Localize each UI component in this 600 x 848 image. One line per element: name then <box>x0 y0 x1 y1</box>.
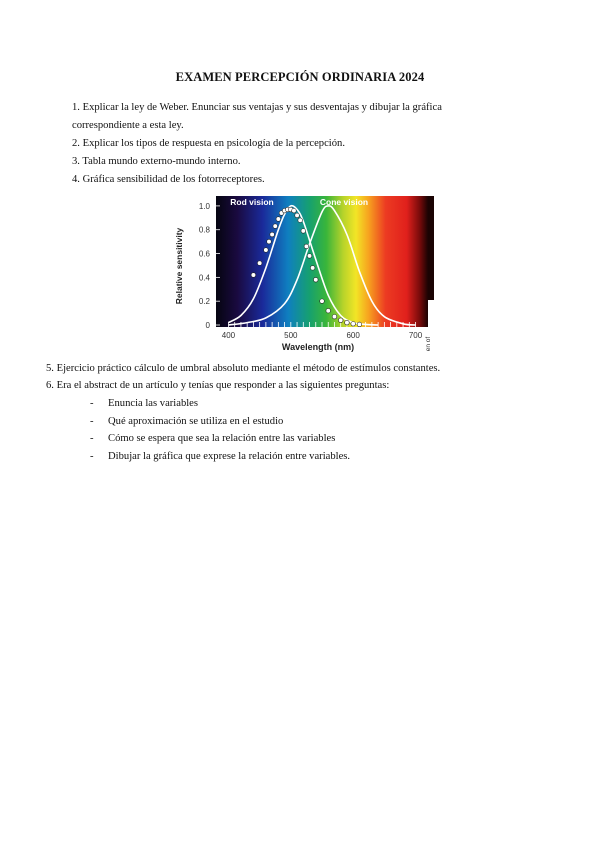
data-point <box>351 322 356 327</box>
question-1-continued: correspondiente a esta ley. <box>72 120 184 131</box>
question-3: 3. Tabla mundo externo-mundo interno. <box>72 156 241 167</box>
x-tick-label: 700 <box>408 331 423 340</box>
x-tick-label: 400 <box>221 331 236 340</box>
data-point <box>345 320 350 325</box>
bullet-dash: - <box>90 433 94 444</box>
cropped-side-caption: en of <box>425 336 432 352</box>
question-5: 5. Ejercicio práctico cálculo de umbral absoluto mediante el método de estímulos constantes. <box>46 363 441 374</box>
data-point <box>332 314 337 319</box>
data-point <box>338 318 343 323</box>
photoreceptor-sensitivity-figure <box>172 192 434 357</box>
subquestion-text: Dibujar la gráfica que exprese la relación entre variables. <box>108 451 351 462</box>
subquestion-text: Qué aproximación se utiliza en el estudio <box>108 416 284 427</box>
data-point <box>301 229 306 234</box>
data-point <box>298 218 303 223</box>
x-axis-label: Wavelength (nm) <box>281 342 355 352</box>
sensitivity-chart <box>172 192 434 357</box>
page-title: EXAMEN PERCEPCIÓN ORDINARIA 2024 <box>175 70 425 84</box>
question-1: 1. Explicar la ley de Weber. Enunciar sus ventajas y sus desventajas y dibujar la gráfica <box>72 102 442 113</box>
data-point <box>276 217 281 222</box>
bullet-dash: - <box>90 398 94 409</box>
y-axis-label: Relative sensitivity <box>174 227 184 305</box>
data-point <box>251 273 256 278</box>
bullet-dash: - <box>90 416 94 427</box>
data-point <box>326 308 331 313</box>
data-point <box>267 239 272 244</box>
x-tick-label: 500 <box>284 331 298 340</box>
y-tick-label: 0.6 <box>198 249 210 259</box>
y-tick-label: 0 <box>205 321 210 330</box>
question-6: 6. Era el abstract de un artículo y tenías que responder a las siguientes preguntas: <box>46 380 390 391</box>
data-point <box>292 208 297 213</box>
data-point <box>273 224 278 229</box>
cone-vision-label: Cone vision <box>319 197 369 207</box>
x-tick-label: 600 <box>346 331 360 340</box>
y-tick-label: 0.4 <box>198 273 210 283</box>
figure-crop <box>428 300 434 327</box>
data-point <box>307 254 312 259</box>
y-tick-label: 0.8 <box>198 225 210 235</box>
bullet-dash: - <box>90 451 94 462</box>
data-point <box>270 232 275 237</box>
data-point <box>264 248 269 253</box>
data-point <box>295 213 300 218</box>
data-point <box>357 322 362 327</box>
subquestion-text: Cómo se espera que sea la relación entre las variables <box>108 433 336 444</box>
question-2: 2. Explicar los tipos de respuesta en psicología de la percepción. <box>72 138 345 149</box>
rod-vision-label: Rod vision <box>230 197 274 207</box>
y-tick-label: 0.2 <box>198 297 210 307</box>
data-point <box>320 299 325 304</box>
data-point <box>310 266 315 271</box>
question-4: 4. Gráfica sensibilidad de los fotorreceptores. <box>72 174 265 185</box>
data-point <box>313 277 318 282</box>
y-tick-label: 1.0 <box>198 201 210 211</box>
data-point <box>304 244 309 249</box>
subquestion-text: Enuncia las variables <box>108 398 199 409</box>
data-point <box>257 261 262 266</box>
